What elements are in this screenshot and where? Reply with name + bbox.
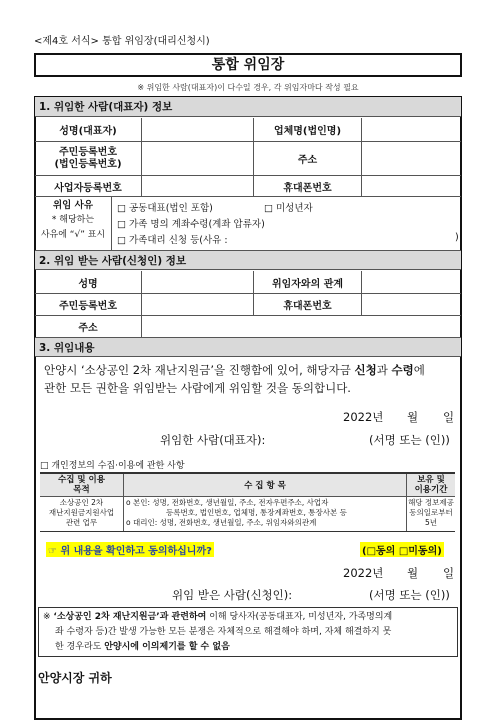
label-delegatee-address: 주소 <box>78 323 98 334</box>
multi-delegator-note: ※ 위임한 사람(대표자)이 다수일 경우, 각 위임자마다 작성 필요 <box>137 83 359 92</box>
delegatee-phone-field[interactable] <box>362 294 461 315</box>
delegatee-name-field[interactable] <box>142 271 253 293</box>
delegator-id-field[interactable] <box>142 142 253 175</box>
page-title: 통합 위임장 <box>34 53 462 77</box>
reason-family-proxy-checkbox[interactable]: □ 가족대리 신청 등(사유 : <box>117 235 228 246</box>
purpose-line3: 관련 업무 <box>65 518 98 527</box>
delegator-signature[interactable]: (서명 또는 (인)) <box>369 433 450 447</box>
form-number: <제4호 서식> 통합 위임장(대리신청시) <box>34 36 210 47</box>
label-relation: 위임자와의 관계 <box>271 278 344 290</box>
delegator-phone-field[interactable] <box>362 176 461 196</box>
items-line1: o 본인: 성명, 전화번호, 생년월일, 주소, 전자우편주소, 사업자 <box>126 498 329 507</box>
col-purpose-line2: 목적 <box>73 485 90 495</box>
consent-text-apply: 신청 <box>354 363 377 377</box>
delegator-address-field[interactable] <box>362 142 461 175</box>
col-purpose-header <box>40 475 123 495</box>
label-address: 주소 <box>297 155 318 166</box>
label-biz-number: 사업자등록번호 <box>54 182 122 194</box>
warning-line2: 좌 수령자 등)간 발생 가능한 모든 분쟁은 자체적으로 해결해야 하며, 자체 해결하지 못 <box>55 627 392 637</box>
date2-day: 일 <box>443 566 455 580</box>
date-year: 2022년 <box>343 410 384 424</box>
items-cell <box>126 498 406 528</box>
date2-month: 월 <box>407 566 419 580</box>
privacy-consent-question <box>46 542 214 557</box>
col-period-header <box>407 475 455 495</box>
section3-heading: 3. 위임내용 <box>35 337 461 357</box>
reason-minor-checkbox[interactable]: □ 미성년자 <box>264 203 313 214</box>
label-company: 업체명(법인명) <box>273 126 342 137</box>
date-day: 일 <box>443 410 455 424</box>
delegatee-signature[interactable]: (서명 또는 (인)) <box>369 588 450 602</box>
label-delegatee-id: 주민등록번호 <box>59 301 117 312</box>
delegatee-address-field[interactable] <box>142 316 461 337</box>
label-id-number-line2: (법인등록번호) <box>54 158 122 170</box>
period-cell <box>407 498 455 528</box>
label-delegator-name: 성명(대표자) <box>59 126 117 137</box>
label-id-number-line1: 주민등록번호 <box>59 146 117 158</box>
relation-field[interactable] <box>362 271 461 293</box>
delegator-sign-label: 위임한 사람(대표자): <box>160 433 266 447</box>
dispute-warning-box <box>38 607 458 657</box>
warning-text-b: 이해 당사자(공동대표자, 미성년자, 가족명의계 <box>206 612 393 622</box>
label-delegatee-name: 성명 <box>78 278 98 290</box>
date2-year: 2022년 <box>343 566 384 580</box>
reason-close-paren: ) <box>455 232 459 243</box>
consent-text-line2: 관한 모든 권한을 위임받는 사람에게 위임할 것을 동의합니다. <box>44 381 351 395</box>
biz-number-field[interactable] <box>142 176 253 196</box>
consent-text-receive: 수령 <box>391 363 414 377</box>
label-phone: 휴대폰번호 <box>283 182 332 194</box>
label-delegatee-phone: 휴대폰번호 <box>283 301 332 312</box>
label-reason-line3: 사유에 “√” 표시 <box>40 230 106 240</box>
company-field[interactable] <box>362 118 461 141</box>
divider <box>111 196 112 250</box>
col-period-line2: 이용기간 <box>414 485 448 495</box>
items-line3: o 대리인: 성명, 전화번호, 생년월일, 주소, 위임자와의관계 <box>126 518 317 527</box>
consent-statement <box>44 361 460 397</box>
delegatee-id-field[interactable] <box>142 294 253 315</box>
warning-bold-a: ‘소상공인 2차 재난지원금’과 관련하여 <box>53 612 207 622</box>
label-reason <box>35 198 111 243</box>
date-month: 월 <box>407 410 419 424</box>
section2-heading: 2. 위임 받는 사람(신청인) 정보 <box>35 250 461 270</box>
col-purpose-line1: 수집 및 이용 <box>58 475 105 485</box>
delegator-name-field[interactable] <box>142 118 253 141</box>
privacy-title: □ 개인정보의 수집·이용에 관한 사항 <box>40 461 185 471</box>
warning-mark: ※ <box>43 612 51 622</box>
period-line1: 해당 정보제공 <box>408 498 454 507</box>
consent-text-a: 안양시 ‘소상공인 2차 재난지원금’을 진행함에 있어, 해당자금 <box>44 363 355 377</box>
warning-bold-d: 안양시에 이의제기를 할 수 없음 <box>104 642 230 652</box>
col-items-header: 수 집 항 목 <box>244 481 286 491</box>
consent-text-e: 에 <box>413 363 425 377</box>
purpose-line2: 재난지원금지원사업 <box>48 508 115 517</box>
label-reason-line1: 위임 사유 <box>52 200 93 211</box>
delegatee-sign-label: 위임 받은 사람(신청인): <box>172 588 293 602</box>
period-line3: 5년 <box>424 518 438 527</box>
label-id-number <box>35 142 141 175</box>
period-line2: 동의일로부터 <box>409 508 453 517</box>
privacy-consent-options[interactable]: (□동의 □미동의) <box>360 542 444 557</box>
divider <box>35 196 461 197</box>
purpose-line1: 소상공인 2차 <box>59 498 104 507</box>
privacy-consent-question-text: ☞ 위 내용을 확인하고 동의하십니까? <box>48 546 212 557</box>
section1-heading: 1. 위임한 사람(대표자) 정보 <box>35 97 461 117</box>
reason-family-account-checkbox[interactable]: □ 가족 명의 계좌수령(계좌 압류자) <box>117 219 265 230</box>
items-line2: 등록번호, 법인번호, 업체명, 통장계좌번호, 통장사본 등 <box>166 508 347 517</box>
reason-joint-rep-checkbox[interactable]: □ 공동대표(법인 포함) <box>117 203 213 214</box>
privacy-table <box>40 472 455 532</box>
label-reason-line2: * 해당하는 <box>51 215 95 225</box>
col-period-line1: 보유 및 <box>417 475 445 485</box>
warning-text-c: 한 경우라도 <box>55 642 105 652</box>
purpose-cell <box>40 498 123 528</box>
closing-addressee: 안양시장 귀하 <box>38 671 112 685</box>
consent-text-c: 과 <box>376 363 392 377</box>
